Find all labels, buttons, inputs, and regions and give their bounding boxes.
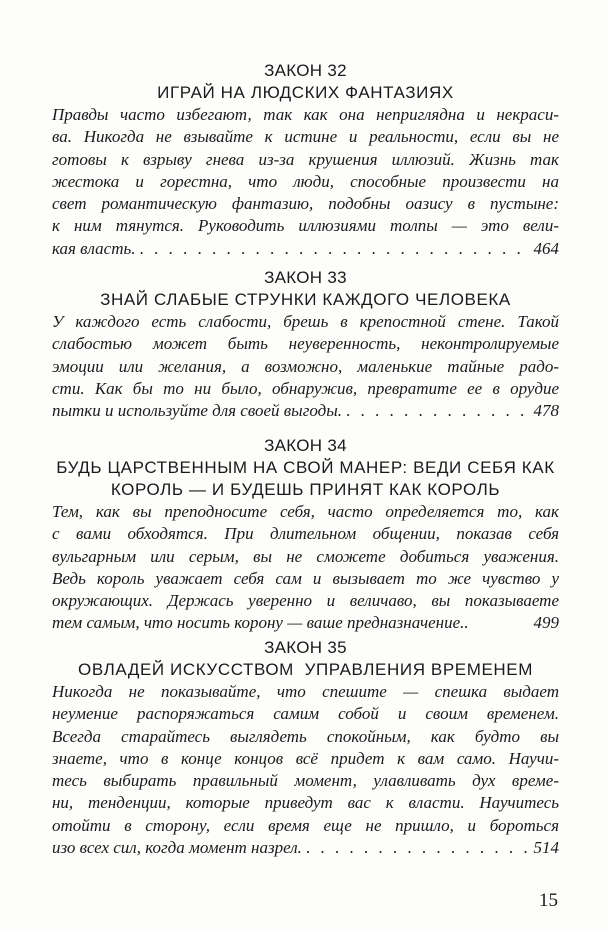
description-line: слабостью может быть неуверенность, неконтролируемые [52, 334, 559, 354]
page-reference: 478 [533, 401, 559, 421]
description-line: свет романтическую фантазию, подобны оазису в пустыне: [52, 194, 559, 214]
description-line: жестока и горестна, что люди, способные произвести на [52, 171, 559, 191]
law-title-line: КОРОЛЬ — И БУДЕШЬ ПРИНЯТ КАК КОРОЛЬ [110, 480, 501, 499]
law-title-line: ЗНАЙ СЛАБЫЕ СТРУНКИ КАЖДОГО ЧЕЛОВЕКА [100, 290, 511, 309]
description-line: тем самым, что носить корону — ваше предназначение.. [52, 613, 469, 633]
law-description [52, 681, 559, 859]
law-32-entry [52, 60, 559, 267]
dot-leader [346, 400, 530, 422]
law-description [52, 311, 559, 422]
description-line: Ведь король уважает себя сам и вызывает то же чувство у [52, 568, 559, 588]
law-description [52, 104, 559, 260]
law-title-line: БУДЬ ЦАРСТВЕННЫМ НА СВОЙ МАНЕР: ВЕДИ СЕБЯ КАК [56, 458, 555, 477]
description-line: неумение распоряжаться самим собой и своим временем. [52, 704, 559, 724]
description-last-line [52, 837, 559, 859]
law-title [52, 659, 559, 681]
description-line: окружающих. Держась уверенно и величаво, вы показываете [52, 591, 559, 611]
description-line: с вами обходятся. При длительном общении, показав себя [52, 524, 559, 544]
description-line: Тем, как вы преподносите себя, часто определяется то, как [52, 502, 559, 521]
page-number: 15 [539, 890, 558, 911]
description-line: Правды часто избегают, так как она неприглядна и некраси- [52, 105, 559, 124]
description-line: отойти в сторону, если время еще не пришло, и бороться [52, 815, 559, 835]
law-number: ЗАКОН 35 [264, 638, 347, 657]
page-reference: 499 [533, 613, 559, 633]
description-line: кая власть. [52, 238, 136, 258]
description-line: сти. Как бы то ни было, обнаружив, превратите ее в орудие [52, 378, 559, 398]
description-last-line [52, 612, 559, 634]
law-34-entry [52, 435, 559, 637]
description-line: ва. Никогда не взывайте к истине и реальности, если вы не [52, 127, 559, 147]
law-title [52, 457, 559, 501]
description-last-line [52, 238, 559, 260]
description-line: к ним тянутся. Руководить иллюзиями толпы — это вели- [52, 216, 559, 236]
description-line: эмоции или желания, а возможно, маленькие тайные радо- [52, 356, 559, 376]
dot-leader [140, 238, 530, 260]
law-33-entry [52, 267, 559, 435]
description-line: вульгарным или серым, вы не сможете добиться уважения. [52, 546, 559, 566]
description-line: Никогда не показывайте, что спешите — спешка выдает [52, 682, 559, 701]
description-line: Всегда старайтесь выглядеть спокойным, как будто вы [52, 726, 559, 746]
law-title [52, 289, 559, 311]
table-of-contents [52, 60, 559, 859]
page-reference: 464 [533, 238, 559, 258]
law-number: ЗАКОН 32 [264, 61, 347, 80]
description-line: готовы к взрыву гнева из-за крушения иллюзий. Жизнь так [52, 149, 559, 169]
description-last-line [52, 400, 559, 422]
law-title-line: ОВЛАДЕЙ ИСКУССТВОМ УПРАВЛЕНИЯ ВРЕМЕНЕМ [78, 660, 533, 679]
law-35-entry [52, 637, 559, 859]
dot-leader [306, 837, 530, 859]
law-number: ЗАКОН 33 [264, 268, 347, 287]
law-title-line: ИГРАЙ НА ЛЮДСКИХ ФАНТАЗИЯХ [157, 83, 454, 102]
law-description [52, 501, 559, 635]
description-line: ни, тенденции, которые приведут вас к власти. Научитесь [52, 793, 559, 813]
description-line: знаете, что в конце концов всё придет к вам само. Научи- [52, 748, 559, 768]
description-line: изо всех сил, когда момент назрел. [52, 838, 302, 858]
law-title [52, 82, 559, 104]
description-line: У каждого есть слабости, брешь в крепостной стене. Такой [52, 312, 559, 331]
description-line: тесь выбирать правильный момент, улавливать дух време- [52, 771, 559, 791]
law-number: ЗАКОН 34 [264, 436, 347, 455]
description-line: пытки и используйте для своей выгоды. [52, 401, 342, 421]
page-reference: 514 [533, 838, 559, 858]
